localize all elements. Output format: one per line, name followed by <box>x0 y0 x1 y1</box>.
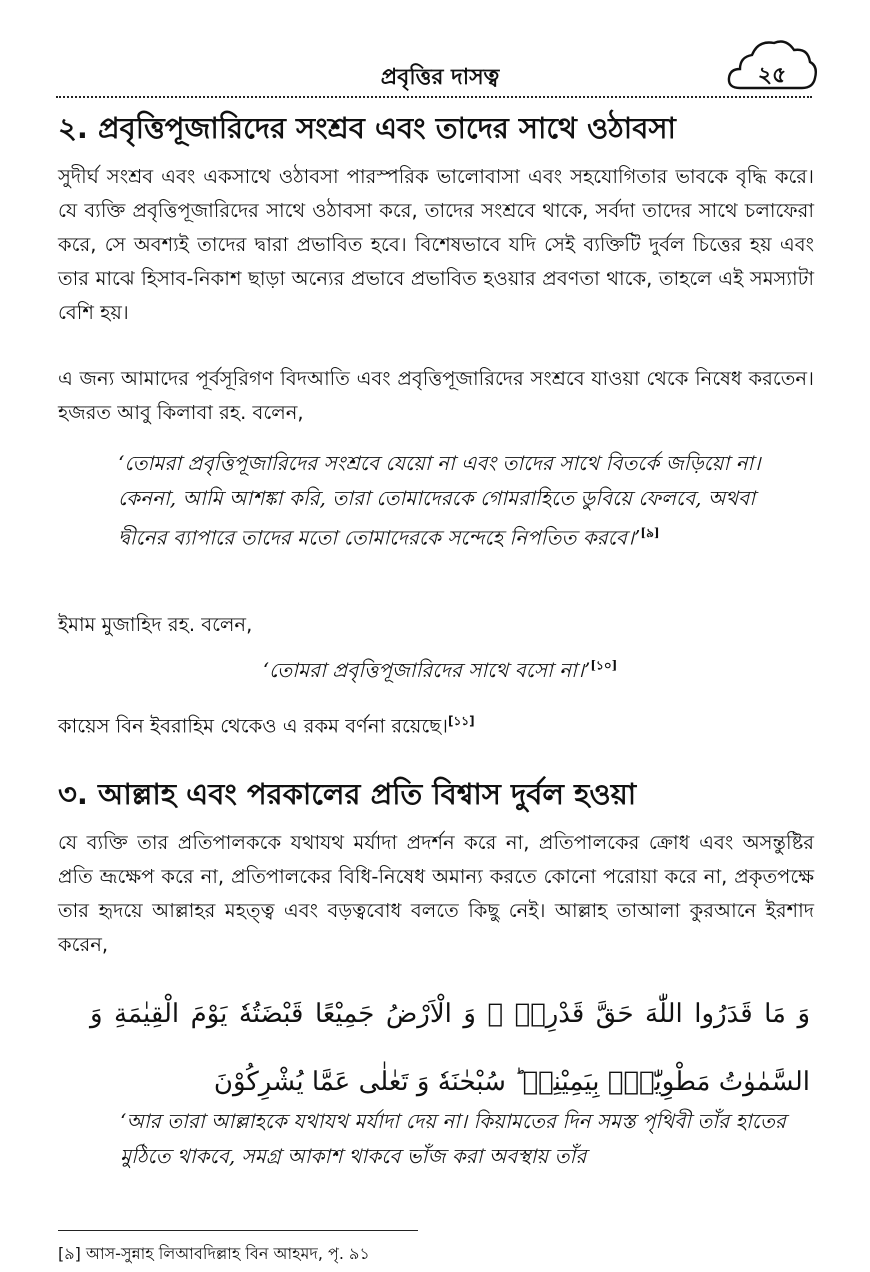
running-title: প্রবৃত্তির দাসত্ব <box>380 65 500 90</box>
section-2-paragraph-1: সুদীর্ঘ সংশ্রব এবং একসাথে ওঠাবসা পারস্পরিক ভালোবাসা এবং সহযোগিতার ভাবকে বৃদ্ধি করে। যে ব্যক্তি প্রবৃত্তিপূজারিদের সাথে ওঠাবসা করে, তাদের সংশ্রবে থাকে, সর্বদা তাদের সাথে চলাফেরা করে, সে অবশ্যই তাদের দ্বারা প্রভাবিত হবে। বিশেষভাবে যদি সেই ব্যক্তিটি দুর্বল চিত্তের হয় এবং তার মাঝে হিসাব-নিকাশ ছাড়া অন্যের প্রভাবে প্রভাবিত হওয়ার প্রবণতা থাকে, তাহলে এই সমস্যাটা বেশি হয়। <box>58 165 814 324</box>
section-2-paragraph-4 <box>58 704 814 744</box>
footnote-9: [৯] আস-সুন্নাহ লিআবদিল্লাহ বিন আহমদ, পৃ. ৯১ <box>58 1244 370 1263</box>
footnote-ref-9[interactable]: [৯] <box>640 526 660 540</box>
header-divider <box>56 96 812 98</box>
section-3-paragraph-1: যে ব্যক্তি তার প্রতিপালককে যথাযথ মর্যাদা প্রদর্শন করে না, প্রতিপালকের ক্রোধ এবং অসন্তুষ্টির প্রতি ভ্রূক্ষেপ করে না, প্রতিপালকের বিধি-নিষেধ অমান্য করতে কোনো পরোয়া করে না, প্রকৃতপক্ষে তার হৃদয়ে আল্লাহর মহত্ত্ব এবং বড়ত্ববোধ বলতে কিছু নেই। আল্লাহ তাআলা কুরআনে ইরশাদ করেন, <box>58 831 814 956</box>
quote-abu-kilaba <box>118 446 798 556</box>
quote-mujahid <box>90 656 790 689</box>
section-2-paragraph-3: ইমাম মুজাহিদ রহ. বলেন, <box>58 613 253 636</box>
quote-abu-kilaba-text: ‘তোমরা প্রবৃত্তিপূজারিদের সংশ্রবে যেয়ো না এবং তাদের সাথে বিতর্কে জড়িয়ো না। কেননা, আমি আশঙ্কা করি, তারা তোমাদেরকে গোমরাহিতে ডুবিয়ে ফেলবে, অথবা দ্বীনের ব্যাপারে তাদের মতো তোমাদেরকে সন্দেহে নিপতিত করবে।’ <box>118 451 761 550</box>
section-3-heading: ৩. আল্লাহ এবং পরকালের প্রতি বিশ্বাস দুর্বল হওয়া <box>58 777 637 811</box>
page-number-badge <box>726 36 818 96</box>
section-2-paragraph-2: এ জন্য আমাদের পূর্বসূরিগণ বিদআতি এবং প্রবৃত্তিপূজারিদের সংশ্রবে যাওয়া থেকে নিষেধ করতেন। হজরত আবু কিলাবা রহ. বলেন, <box>58 367 814 424</box>
footnote-ref-10[interactable]: [১০] <box>590 658 618 673</box>
section-2-paragraph-4-text: কায়েস বিন ইবরাহিম থেকেও এ রকম বর্ণনা রয়েছে। <box>58 714 449 738</box>
quote-mujahid-text: ‘তোমরা প্রবৃত্তিপূজারিদের সাথে বসো না।’ <box>262 658 591 682</box>
footnote-ref-11[interactable]: [১১] <box>448 714 475 728</box>
quran-verse-translation: ‘আর তারা আল্লাহকে যথাযথ মর্যাদা দেয় না। কিয়ামতের দিন সমস্ত পৃথিবী তাঁর হাতের মুঠিতে থাকবে, সমগ্র আকাশ থাকবে ভাঁজ করা অবস্থায় তাঁর <box>120 1109 786 1168</box>
quran-verse-arabic: وَ مَا قَدَرُوا اللّٰهَ حَقَّ قَدْرِهٖ ۖ وَ الْاَرْضُ جَمِيْعًا قَبْضَتُهٗ يَوْمَ الْقِيٰمَةِ وَ السَّمٰوٰتُ مَطْوِيّٰتٌۢ بِيَمِيْنِهٖ ؕ سُبْحٰنَهٗ وَ تَعٰلٰى عَمَّا يُشْرِكُوْنَ <box>90 999 810 1097</box>
footnote-divider <box>58 1230 418 1231</box>
page-number: ২৫ <box>757 63 787 88</box>
section-2-heading: ২. প্রবৃত্তিপূজারিদের সংশ্রব এবং তাদের সাথে ওঠাবসা <box>58 111 676 145</box>
